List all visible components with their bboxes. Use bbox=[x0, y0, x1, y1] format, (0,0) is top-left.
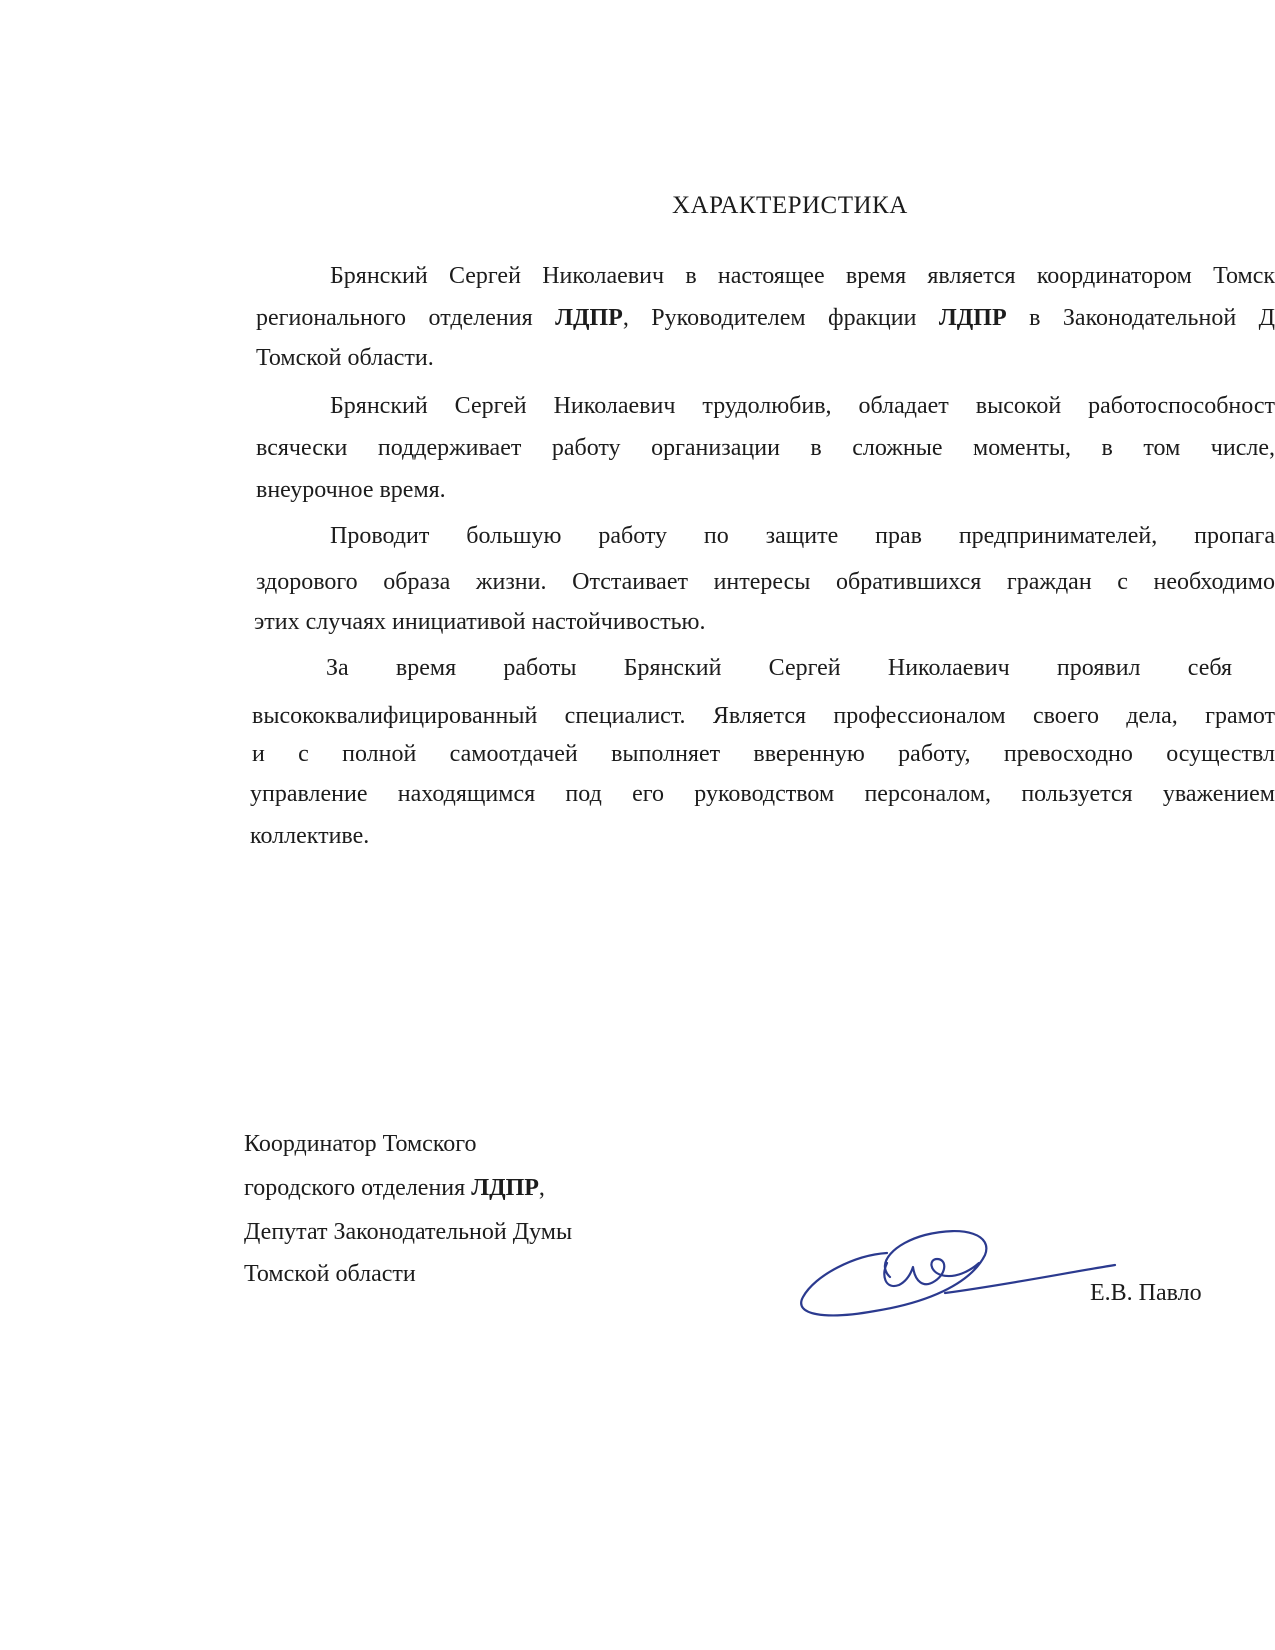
paragraph-4-line-1: За время работы Брянский Сергей Николаевич проявил себя bbox=[326, 655, 1232, 681]
paragraph-2-line-2: всячески поддерживает работу организации в сложные моменты, в том числе, bbox=[256, 435, 1275, 461]
text-segment: в Законодательной Д bbox=[1006, 305, 1275, 331]
text-segment: городского отделения bbox=[244, 1175, 472, 1201]
paragraph-4-line-5: коллективе. bbox=[250, 823, 370, 849]
paragraph-2-line-1: Брянский Сергей Николаевич трудолюбив, обладает высокой работоспособност bbox=[330, 393, 1275, 419]
document-title: ХАРАКТЕРИСТИКА bbox=[672, 192, 908, 219]
handwritten-signature bbox=[795, 1215, 1135, 1335]
paragraph-2-line-3: внеурочное время. bbox=[256, 477, 446, 503]
signatory-title-line-2 bbox=[244, 1172, 545, 1204]
signatory-name: Е.В. Павло bbox=[1090, 1280, 1202, 1306]
paragraph-3-line-1: Проводит большую работу по защите прав предпринимателей, пропага bbox=[330, 523, 1275, 549]
paragraph-4-line-4: управление находящимся под его руководством персоналом, пользуется уважением bbox=[250, 781, 1275, 807]
paragraph-4-line-2: высококвалифицированный специалист. Является профессионалом своего дела, грамот bbox=[252, 703, 1275, 729]
signatory-title-line-1: Координатор Томского bbox=[244, 1131, 477, 1157]
party-name: ЛДПР bbox=[471, 1175, 539, 1201]
text-segment: , bbox=[538, 1175, 545, 1201]
paragraph-3-line-2: здорового образа жизни. Отстаивает интересы обратившихся граждан с необходимо bbox=[256, 569, 1275, 595]
paragraph-1-line-1: Брянский Сергей Николаевич в настоящее время является координатором Томск bbox=[330, 263, 1275, 289]
signatory-title-line-3: Депутат Законодательной Думы bbox=[244, 1219, 573, 1245]
paragraph-4-line-3: и с полной самоотдачей выполняет вверенную работу, превосходно осуществл bbox=[252, 741, 1275, 767]
text-segment: , Руководителем фракции bbox=[622, 305, 939, 331]
paragraph-1-line-2 bbox=[256, 302, 1275, 334]
text-segment: регионального отделения bbox=[256, 305, 556, 331]
party-name: ЛДПР bbox=[938, 305, 1007, 331]
paragraph-3-line-3: этих случаях инициативой настойчивостью. bbox=[254, 609, 706, 635]
party-name: ЛДПР bbox=[555, 305, 623, 331]
paragraph-1-line-3: Томской области. bbox=[256, 345, 434, 371]
signature-stroke bbox=[801, 1231, 1115, 1315]
signatory-title-line-4: Томской области bbox=[244, 1261, 416, 1287]
